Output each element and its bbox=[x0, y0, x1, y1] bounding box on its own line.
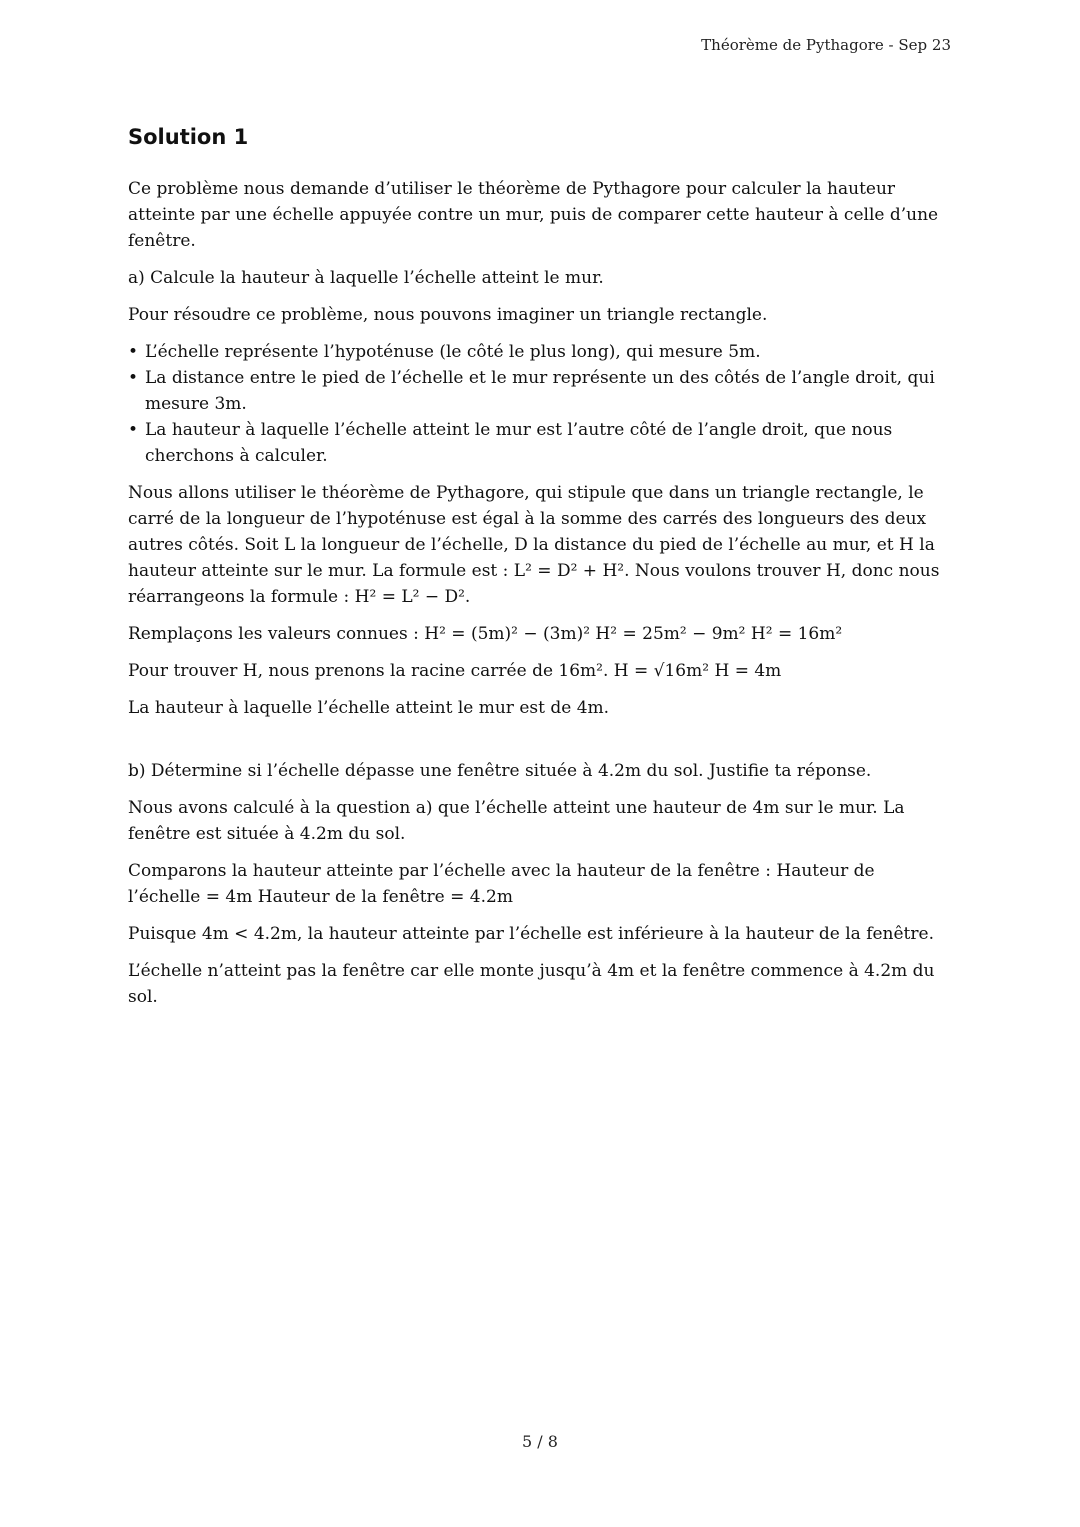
list-item: • L’échelle représente l’hypoténuse (le côté le plus long), qui mesure 5m. bbox=[128, 339, 952, 365]
section-spacer bbox=[128, 732, 952, 758]
recall-paragraph: Nous avons calculé à la question a) que l’échelle atteint une hauteur de 4m sur le mur. La fenêtre est située à 4.2m du sol. bbox=[128, 798, 905, 844]
substitution-line: Remplaçons les valeurs connues : H² = (5m)² − (3m)² H² = 25m² − 9m² H² = 16m² bbox=[128, 624, 843, 644]
theorem-paragraph: Nous allons utiliser le théorème de Pythagore, qui stipule que dans un triangle rectangle, le carré de la longueur de l’hypoténuse est égal à la somme des carrés des longueurs des deux autres côtés. Soit L la longueur de l’échelle, D la distance du pied de l’échelle au mur, et H la hauteur atteinte sur le mur. La formule est : L² = D² + H². Nous voulons trouver H, donc nous réarrangeons la formule : H² = L² − D². bbox=[128, 483, 940, 607]
question-a: a) Calcule la hauteur à laquelle l’échelle atteint le mur. bbox=[128, 268, 604, 288]
running-header: Théorème de Pythagore - Sep 23 bbox=[701, 36, 951, 54]
list-item: • La distance entre le pied de l’échelle et le mur représente un des côtés de l’angle droit, qui mesure 3m. bbox=[128, 365, 952, 417]
solution-title: Solution 1 bbox=[128, 125, 249, 149]
document-body bbox=[128, 122, 952, 1021]
setup-paragraph: Pour résoudre ce problème, nous pouvons imaginer un triangle rectangle. bbox=[128, 305, 768, 325]
conclusion-b: L’échelle n’atteint pas la fenêtre car elle monte jusqu’à 4m et la fenêtre commence à 4.2m du sol. bbox=[128, 961, 935, 1007]
square-root-line: Pour trouver H, nous prenons la racine carrée de 16m². H = √16m² H = 4m bbox=[128, 661, 782, 681]
page-number: 5 / 8 bbox=[522, 1432, 558, 1451]
comparison-paragraph: Comparons la hauteur atteinte par l’échelle avec la hauteur de la fenêtre : Hauteur de l’échelle = 4m Hauteur de la fenêtre = 4.2m bbox=[128, 861, 875, 907]
question-b: b) Détermine si l’échelle dépasse une fenêtre située à 4.2m du sol. Justifie ta réponse. bbox=[128, 761, 872, 781]
conclusion-a: La hauteur à laquelle l’échelle atteint le mur est de 4m. bbox=[128, 698, 610, 718]
triangle-sides-list bbox=[128, 339, 952, 469]
inequality-paragraph: Puisque 4m < 4.2m, la hauteur atteinte par l’échelle est inférieure à la hauteur de la fenêtre. bbox=[128, 924, 934, 944]
list-item: • La hauteur à laquelle l’échelle atteint le mur est l’autre côté de l’angle droit, que nous cherchons à calculer. bbox=[128, 417, 952, 469]
intro-paragraph: Ce problème nous demande d’utiliser le théorème de Pythagore pour calculer la hauteur atteinte par une échelle appuyée contre un mur, puis de comparer cette hauteur à celle d’une fenêtre. bbox=[128, 179, 939, 251]
